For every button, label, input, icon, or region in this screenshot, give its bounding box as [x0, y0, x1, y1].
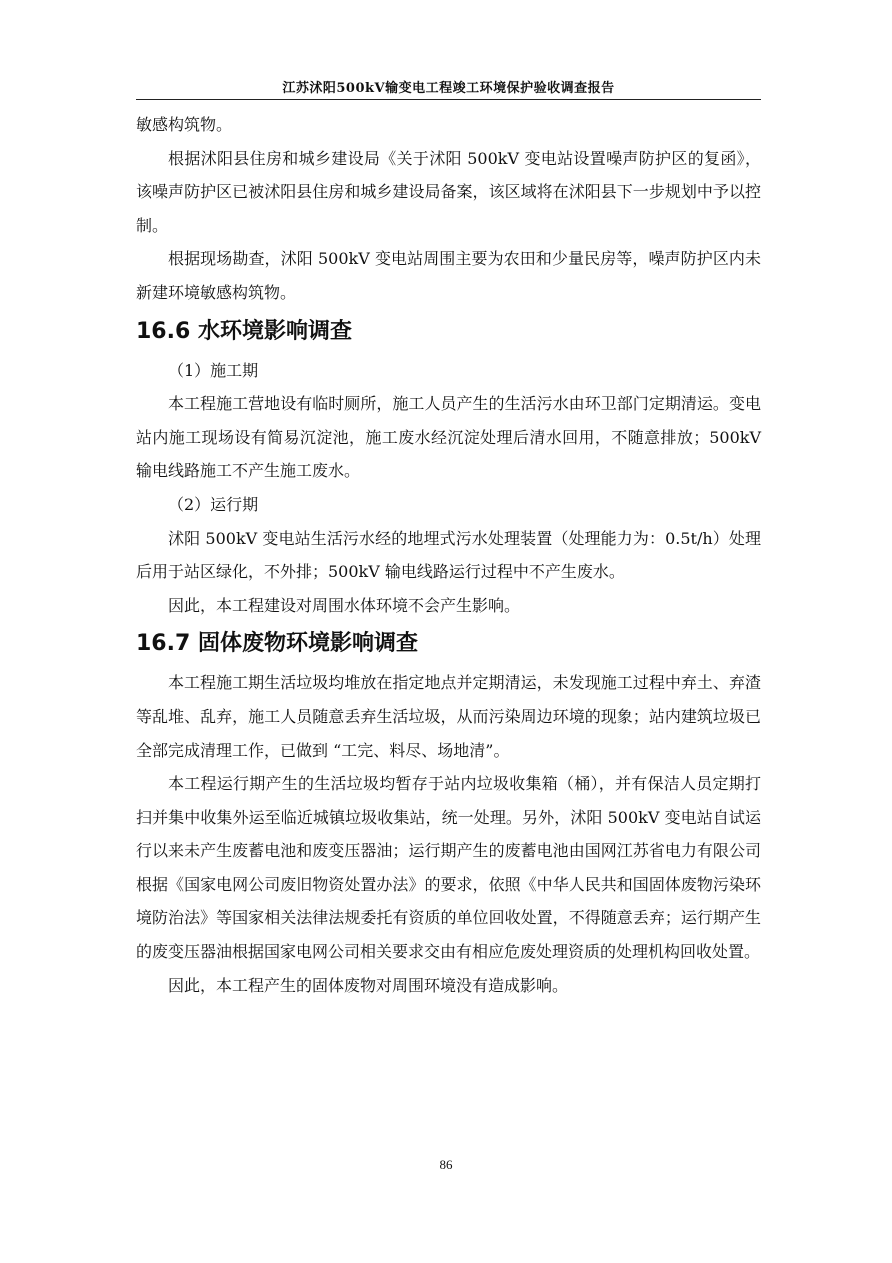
paragraph-site-survey: 根据现场勘查，沭阳 500kV 变电站周围主要为农田和少量民房等，噪声防护区内未新建环境敏感构筑物。: [136, 249, 761, 302]
paragraph-continued: 敏感构筑物。: [136, 115, 233, 134]
page-content: [136, 108, 761, 1002]
paragraph-waste-construction: 本工程施工期生活垃圾均堆放在指定地点并定期清运，未发现施工过程中弃土、弃渣等乱堆、乱弃，施工人员随意丢弃生活垃圾，从而污染周边环境的现象；站内建筑垃圾已全部完成清理工作，已做到 “工完、料尽、场地清”。: [136, 673, 761, 760]
running-header: 江苏沭阳500kV输变电工程竣工环境保护验收调查报告: [282, 81, 615, 96]
paragraph-water-construction: 本工程施工营地设有临时厕所，施工人员产生的生活污水由环卫部门定期清运。变电站内施工现场设有简易沉淀池，施工废水经沉淀处理后清水回用，不随意排放；500kV 输电线路施工不产生施工废水。: [136, 394, 761, 481]
paragraph-water-operation: 沭阳 500kV 变电站生活污水经的地埋式污水处理装置（处理能力为：0.5t/h）处理后用于站区绿化，不外排；500kV 输电线路运行过程中不产生废水。: [136, 528, 761, 582]
paragraph-noise-reply: 根据沭阳县住房和城乡建设局《关于沭阳 500kV 变电站设置噪声防护区的复函》，该噪声防护区已被沭阳县住房和城乡建设局备案，该区域将在沭阳县下一步规划中予以控制。: [136, 148, 761, 235]
section-heading-16-7: 16.7 固体废物环境影响调查: [136, 631, 418, 657]
paragraph-water-conclusion: 因此，本工程建设对周围水体环境不会产生影响。: [168, 595, 521, 615]
paragraph-waste-conclusion: 因此，本工程产生的固体废物对周围环境没有造成影响。: [168, 975, 569, 995]
header-rule: [136, 99, 761, 100]
subheading-operation-period: （2）运行期: [168, 494, 259, 514]
paragraph-waste-operation: 本工程运行期产生的生活垃圾均暂存于站内垃圾收集箱（桶），并有保洁人员定期打扫并集中收集外运至临近城镇垃圾收集站，统一处理。另外，沭阳 500kV 变电站自试运行以来未产生废蓄电池和废变压器油；运行期产生的废蓄电池由国网江苏省电力有限公司根据《国家电网公司废旧物资处置办法》的要求，依照《中华人民共和国固体废物污染环境防治法》等国家相关法律法规委托有资质的单位回收处置，不得随意丢弃；运行期产生的废变压器油根据国家电网公司相关要求交由有相应危废处理资质的处理机构回收处置。: [136, 774, 761, 962]
subheading-construction-period: （1）施工期: [168, 360, 259, 380]
section-heading-16-6: 16.6 水环境影响调查: [136, 318, 352, 344]
page-number: 86: [439, 1157, 453, 1172]
